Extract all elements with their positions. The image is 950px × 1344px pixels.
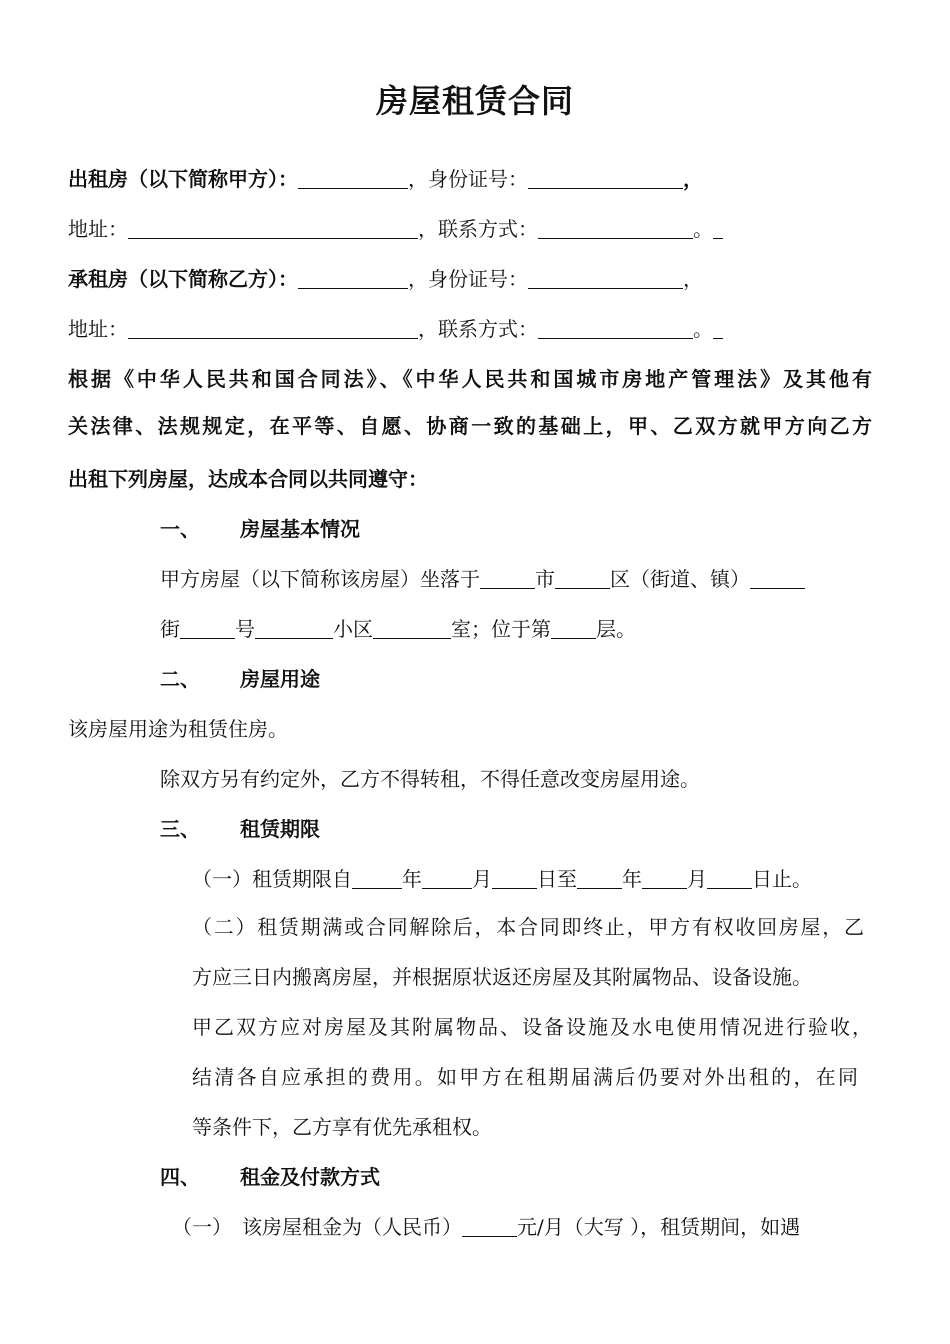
section-3-item-1 <box>192 865 812 893</box>
section-4-item-1 <box>172 1213 800 1241</box>
community-blank[interactable] <box>255 618 333 639</box>
start-day-label: 日至 <box>537 867 577 891</box>
lease-term-label: （一）租赁期限自 <box>192 867 352 891</box>
end-day-label: 日止。 <box>752 867 812 891</box>
end-day-blank[interactable] <box>707 868 752 889</box>
section-4-heading <box>160 1163 380 1191</box>
room-blank[interactable] <box>373 618 451 639</box>
city-blank[interactable] <box>480 568 535 589</box>
preamble-line-1: 根据《中华人民共和国合同法》、《中华人民共和国城市房地产管理法》及其他有 <box>68 367 872 391</box>
section-1-title: 房屋基本情况 <box>240 517 360 541</box>
start-month-label: 月 <box>472 867 492 891</box>
party-b-id-end: ， <box>683 267 703 291</box>
section-4-title: 租金及付款方式 <box>240 1165 380 1189</box>
party-b-address-blank[interactable] <box>128 318 418 339</box>
section-3-title: 租赁期限 <box>240 817 320 841</box>
party-a-id-end: ， <box>683 167 703 191</box>
location-label: 甲方房屋（以下简称该房屋）坐落于 <box>160 567 480 591</box>
number-label: 号 <box>235 617 255 641</box>
section-2-title: 房屋用途 <box>240 667 320 691</box>
section-3-item-2-line-3: 甲乙双方应对房屋及其附属物品、设备设施及水电使用情况进行验收， <box>192 1015 872 1039</box>
section-1-number: 一、 <box>160 517 200 541</box>
party-a-name-blank[interactable] <box>298 168 408 189</box>
end-month-label: 月 <box>687 867 707 891</box>
section-1-line-2 <box>160 615 636 643</box>
party-b-contact-blank[interactable] <box>538 318 693 339</box>
party-b-end: 。 <box>693 317 713 341</box>
party-b-id-label: ，身份证号： <box>408 267 528 291</box>
section-3-item-2-line-5: 等条件下，乙方享有优先承租权。 <box>192 1115 492 1139</box>
document-title: 房屋租赁合同 <box>375 82 574 120</box>
section-2-paragraph-1: 该房屋用途为租赁住房。 <box>68 717 288 741</box>
party-a-line <box>68 165 703 193</box>
section-2-number: 二、 <box>160 667 200 691</box>
party-a-id-blank[interactable] <box>528 168 683 189</box>
end-year-blank[interactable] <box>577 868 622 889</box>
section-3-item-2-line-4: 结清各自应承担的费用。如甲方在租期届满后仍要对外出租的，在同 <box>192 1065 858 1089</box>
start-year-blank[interactable] <box>352 868 402 889</box>
street-blank[interactable] <box>750 568 805 589</box>
preamble-line-2: 关法律、法规规定，在平等、自愿、协商一致的基础上，甲、乙双方就甲方向乙方 <box>68 414 872 438</box>
party-a-contact-blank[interactable] <box>538 218 693 239</box>
district-blank[interactable] <box>555 568 610 589</box>
section-1-heading <box>160 515 360 543</box>
party-b-address-label: 地址： <box>68 317 128 341</box>
end-month-blank[interactable] <box>642 868 687 889</box>
section-3-heading <box>160 815 320 843</box>
start-month-blank[interactable] <box>422 868 472 889</box>
end-year-label: 年 <box>622 867 642 891</box>
start-year-label: 年 <box>402 867 422 891</box>
floor-label: 层。 <box>596 617 636 641</box>
rent-label: 该房屋租金为（人民币） <box>242 1215 462 1239</box>
section-1-line-1 <box>160 565 805 593</box>
section-3-number: 三、 <box>160 817 200 841</box>
district-label: 区（街道、镇） <box>610 567 750 591</box>
party-b-tail-blank[interactable] <box>713 318 723 339</box>
party-b-address-line <box>68 315 723 343</box>
party-a-address-line <box>68 215 723 243</box>
party-b-contact-label: ，联系方式： <box>418 317 538 341</box>
section-3-item-2-line-1: （二）租赁期满或合同解除后，本合同即终止，甲方有权收回房屋，乙 <box>192 915 864 939</box>
room-label: 室；位于第 <box>451 617 551 641</box>
party-a-tail-blank[interactable] <box>713 218 723 239</box>
city-label: 市 <box>535 567 555 591</box>
rent-amount-blank[interactable] <box>462 1216 517 1237</box>
party-a-contact-label: ，联系方式： <box>418 217 538 241</box>
party-b-line <box>68 265 703 293</box>
section-2-paragraph-2: 除双方另有约定外，乙方不得转租，不得任意改变房屋用途。 <box>160 767 700 791</box>
community-label: 小区 <box>333 617 373 641</box>
party-b-id-blank[interactable] <box>528 268 683 289</box>
party-a-end: 。 <box>693 217 713 241</box>
section-3-item-2-line-2: 方应三日内搬离房屋，并根据原状返还房屋及其附属物品、设备设施。 <box>192 965 812 989</box>
street-label: 街 <box>160 617 180 641</box>
number-blank[interactable] <box>180 618 235 639</box>
floor-blank[interactable] <box>551 618 596 639</box>
rent-unit-text: 元/月（大写 ），租赁期间，如遇 <box>517 1215 801 1239</box>
party-b-name-blank[interactable] <box>298 268 408 289</box>
party-b-label: 承租房（以下简称乙方）： <box>68 267 298 291</box>
start-day-blank[interactable] <box>492 868 537 889</box>
party-a-address-label: 地址： <box>68 217 128 241</box>
party-a-id-label: ，身份证号： <box>408 167 528 191</box>
section-4-item-1-number: （一） <box>172 1215 232 1239</box>
party-a-label: 出租房（以下简称甲方）： <box>68 167 298 191</box>
section-4-number: 四、 <box>160 1165 200 1189</box>
section-2-heading <box>160 665 320 693</box>
preamble-line-3: 出租下列房屋，达成本合同以共同遵守： <box>68 467 428 491</box>
party-a-address-blank[interactable] <box>128 218 418 239</box>
